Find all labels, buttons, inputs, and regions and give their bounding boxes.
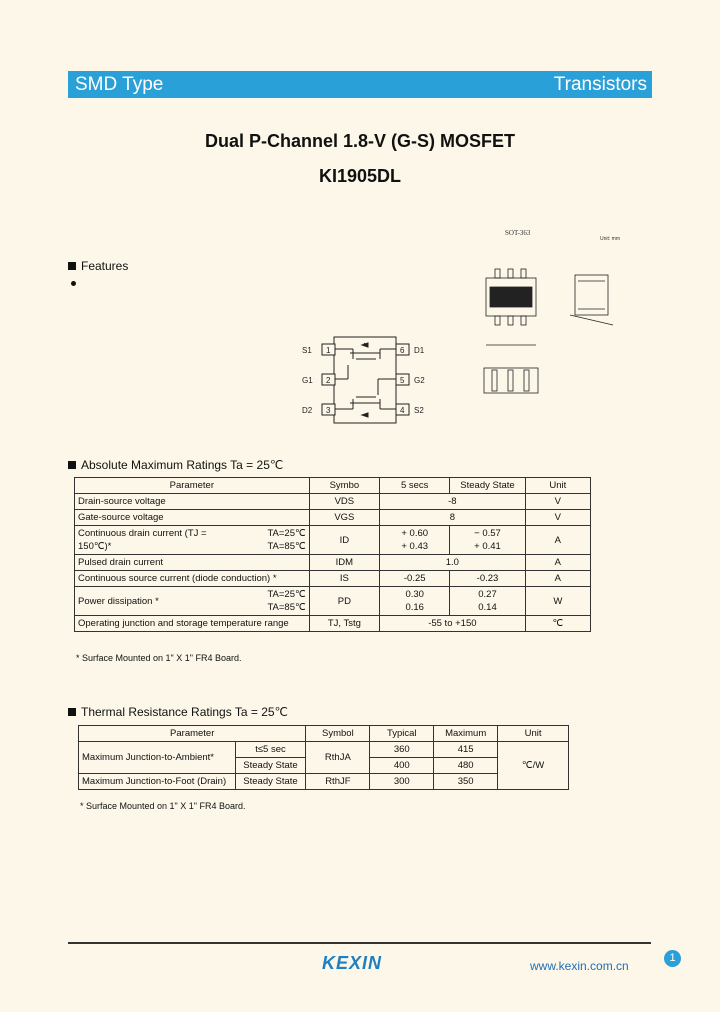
table-row: Gate-source voltage VGS 8 V xyxy=(75,510,591,526)
table-row: Continuous drain current (TJ = 150℃)* TA=25℃ TA=85℃ ID + 0.60 + 0.43 − 0.57 + 0.41 A xyxy=(75,526,591,555)
thermal-table xyxy=(78,725,569,790)
table-row: Power dissipation * TA=25℃ TA=85℃ PD 0.30 0.16 0.27 0.14 W xyxy=(75,587,591,616)
pin-g1-label: G1 xyxy=(302,376,313,385)
package-outline-drawing xyxy=(470,225,635,410)
table-header-row: Parameter Symbo 5 secs Steady State Unit xyxy=(75,478,591,494)
pin-1-num: 1 xyxy=(326,346,331,355)
bullet-square-icon xyxy=(68,708,76,716)
table-header-row: Parameter Symbol Typical Maximum Unit xyxy=(79,726,569,742)
bullet-square-icon xyxy=(68,461,76,469)
pin-4-num: 4 xyxy=(400,406,405,415)
pin-s2-label: S2 xyxy=(414,406,424,415)
table-row: Maximum Junction-to-Ambient* t≤5 sec RthJA 360 415 ℃/W xyxy=(79,742,569,758)
doc-title: Dual P-Channel 1.8-V (G-S) MOSFET xyxy=(204,131,516,151)
footer-divider xyxy=(68,942,651,944)
thermal-note: * Surface Mounted on 1" X 1" FR4 Board. xyxy=(80,801,246,811)
kexin-logo: KEXIN xyxy=(322,953,383,973)
table-row: Operating junction and storage temperature range TJ, Tstg -55 to +150 ℃ xyxy=(75,616,591,632)
page-number: 1 xyxy=(664,950,681,967)
pin-g2-label: G2 xyxy=(414,376,425,385)
package-unit: Unit: mm xyxy=(600,236,620,242)
pin-2-num: 2 xyxy=(326,376,331,385)
thermal-heading: Thermal Resistance Ratings Ta = 25℃ xyxy=(68,705,288,719)
header-right: Transistors xyxy=(553,74,647,95)
table-row: Drain-source voltage VDS -8 V xyxy=(75,494,591,510)
header-left: SMD Type xyxy=(75,74,164,95)
package-top-die xyxy=(490,287,532,307)
part-number: KI1905DL xyxy=(318,166,402,186)
table-row: Continuous source current (diode conduction) * IS -0.25 -0.23 A xyxy=(75,571,591,587)
pin-5-num: 5 xyxy=(400,376,405,385)
pin-diagram xyxy=(298,335,433,427)
pin-6-num: 6 xyxy=(400,346,405,355)
table-row: Steady State 400 480 xyxy=(79,758,569,774)
package-name: SOT-363 xyxy=(505,229,531,237)
pin-s1-label: S1 xyxy=(302,346,312,355)
bullet-square-icon xyxy=(68,262,76,270)
table-row: Maximum Junction-to-Foot (Drain) Steady State RthJF 300 350 xyxy=(79,774,569,790)
table-row: Pulsed drain current IDM 1.0 A xyxy=(75,555,591,571)
pin-d1-label: D1 xyxy=(414,346,425,355)
pin-d2-label: D2 xyxy=(302,406,313,415)
abs-ratings-heading: Absolute Maximum Ratings Ta = 25℃ xyxy=(68,458,283,472)
abs-ratings-table xyxy=(74,477,591,632)
abs-note: * Surface Mounted on 1" X 1" FR4 Board. xyxy=(76,653,242,663)
header-banner xyxy=(68,71,652,98)
bullet-dot-icon xyxy=(71,281,76,286)
footer-url[interactable]: www.kexin.com.cn xyxy=(530,959,629,973)
mosfet-symbols xyxy=(335,343,396,417)
features-heading: Features xyxy=(68,259,128,273)
pin-3-num: 3 xyxy=(326,406,331,415)
